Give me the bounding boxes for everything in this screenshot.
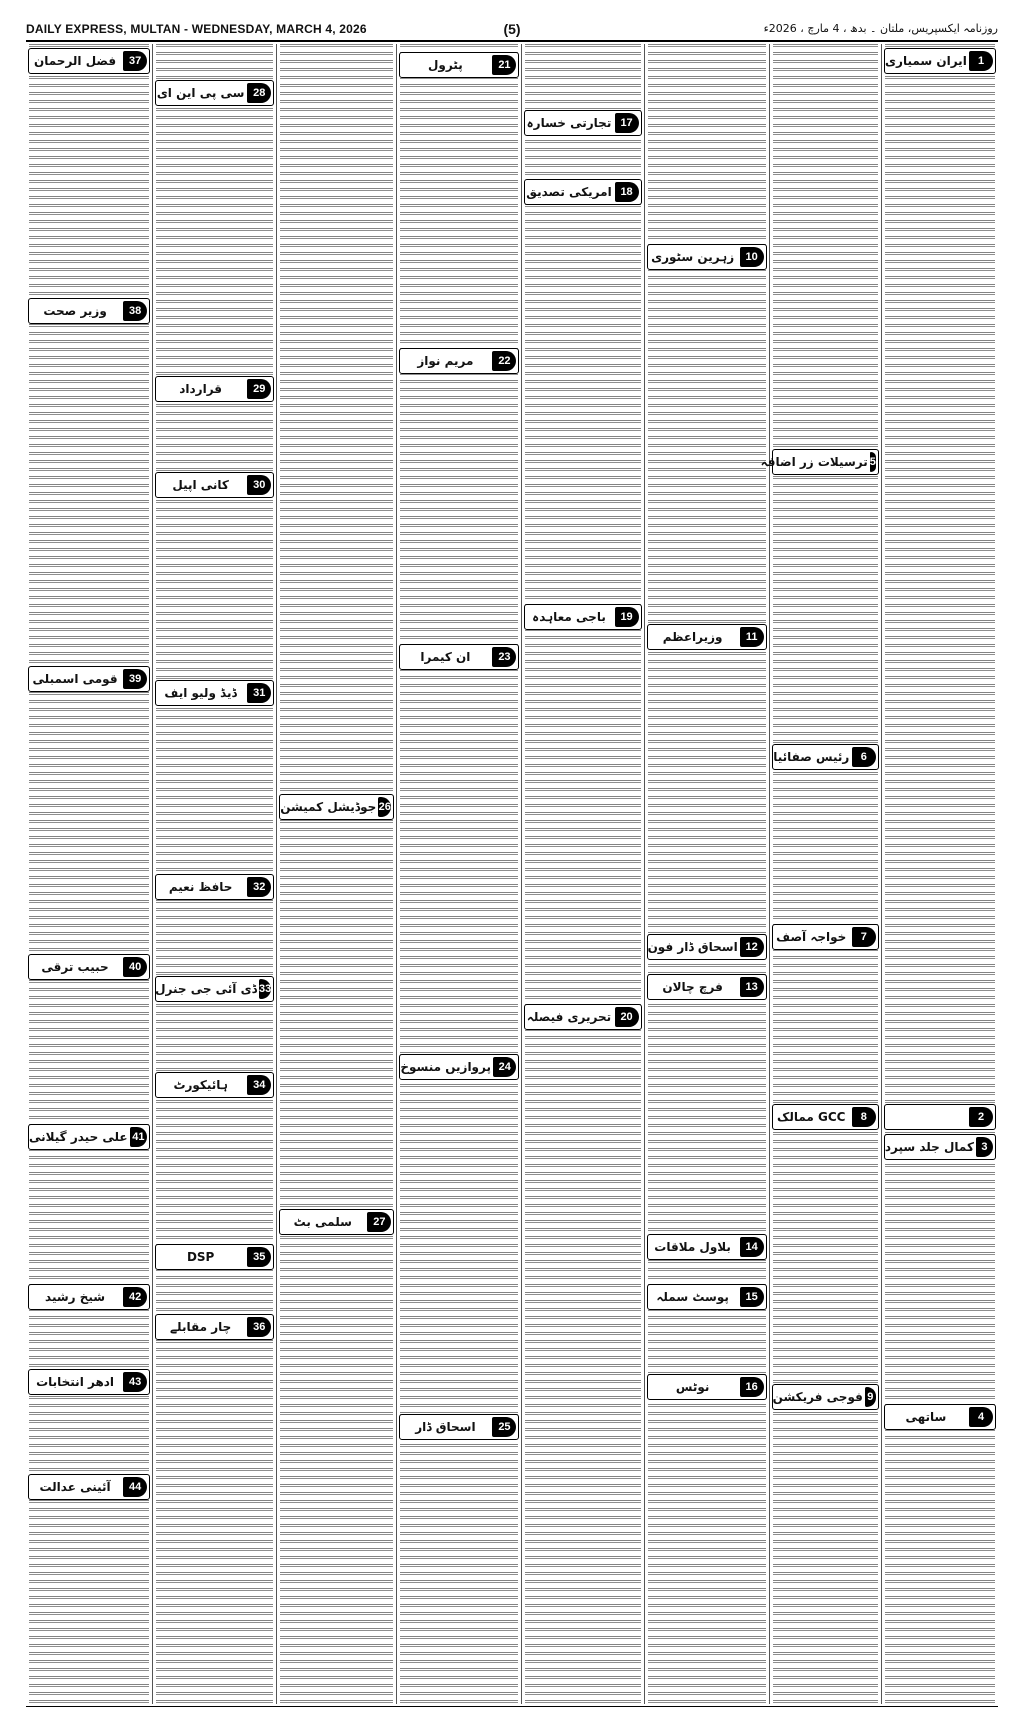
column-4 <box>521 44 643 1704</box>
section-number-badge: 10 <box>740 247 764 267</box>
section-number-badge: 44 <box>123 1477 147 1497</box>
section-title: چار مقابلے <box>170 1320 232 1334</box>
section-title: حافظ نعیم <box>168 880 233 894</box>
section-title: باجی معاہدہ <box>532 610 606 624</box>
section-number-badge: 37 <box>123 51 147 71</box>
section-title: ڈی آئی جی جنرل <box>155 982 257 996</box>
section-number-badge: 16 <box>740 1377 764 1397</box>
section-number-badge: 22 <box>492 351 516 371</box>
section-heading <box>884 1134 996 1160</box>
section-heading <box>760 449 879 475</box>
section-title: حبیب ترقی <box>41 960 109 974</box>
text-block <box>648 44 766 1704</box>
section-number-badge: 5 <box>870 452 876 472</box>
section-heading <box>647 1234 767 1260</box>
section-number-badge: 3 <box>976 1137 993 1157</box>
section-heading <box>884 48 996 74</box>
section-title: رئیس صفائیا <box>773 750 850 764</box>
section-number-badge: 43 <box>123 1372 147 1392</box>
section-title: پٹرول <box>428 58 463 72</box>
section-title: شیخ رشید <box>45 1290 106 1304</box>
section-number-badge: 15 <box>740 1287 764 1307</box>
section-heading <box>772 924 879 950</box>
section-heading <box>647 244 767 270</box>
section-heading <box>399 52 519 78</box>
section-heading <box>884 1404 996 1430</box>
section-heading <box>647 934 767 960</box>
section-heading <box>524 604 641 630</box>
section-title: پروازیں منسوخ <box>400 1060 491 1074</box>
section-number-badge: 11 <box>740 627 764 647</box>
section-title: بلاول ملاقات <box>654 1240 731 1254</box>
section-heading <box>399 1414 519 1440</box>
section-title: آئینی عدالت <box>39 1480 111 1494</box>
section-number-badge: 17 <box>615 113 639 133</box>
section-number-badge: 23 <box>492 647 516 667</box>
section-heading <box>279 794 394 820</box>
section-heading <box>155 1244 274 1270</box>
section-number-badge: 42 <box>123 1287 147 1307</box>
section-title: فوجی فریکشن <box>772 1390 863 1404</box>
section-number-badge: 41 <box>130 1127 147 1147</box>
section-title: سلمی بٹ <box>293 1215 352 1229</box>
section-heading <box>28 298 150 324</box>
section-number-badge: 2 <box>969 1107 993 1127</box>
section-heading <box>28 1474 150 1500</box>
section-title: ان کیمرا <box>420 650 471 664</box>
section-heading <box>155 1072 274 1098</box>
section-heading <box>155 874 274 900</box>
text-block <box>885 44 995 1704</box>
section-number-badge: 8 <box>852 1107 876 1127</box>
section-number-badge: 7 <box>852 927 876 947</box>
news-columns <box>26 44 998 1704</box>
section-heading <box>155 472 274 498</box>
section-heading <box>647 1374 767 1400</box>
section-heading <box>28 1369 150 1395</box>
section-title: فرچ چالان <box>662 980 723 994</box>
section-title: مریم نواز <box>417 354 474 368</box>
section-number-badge: 29 <box>247 379 271 399</box>
masthead-english: DAILY EXPRESS, MULTAN - WEDNESDAY, MARCH 4, 2026 <box>26 22 367 36</box>
column-3 <box>644 44 769 1704</box>
text-block <box>773 44 878 1704</box>
section-title: امریکی تصدیق <box>526 185 612 199</box>
section-heading <box>28 48 150 74</box>
section-heading <box>524 110 641 136</box>
section-title: ترسیلات زر اضافہ <box>760 455 868 469</box>
page-number: (5) <box>503 21 521 37</box>
section-number-badge: 19 <box>615 607 639 627</box>
section-title: DSP <box>186 1250 215 1264</box>
section-heading <box>399 1054 519 1080</box>
section-heading <box>647 624 767 650</box>
section-heading <box>399 644 519 670</box>
section-number-badge: 14 <box>740 1237 764 1257</box>
section-title: اسحاق ڈار <box>415 1420 476 1434</box>
section-number-badge: 20 <box>615 1007 639 1027</box>
section-title: پوسٹ سملہ <box>656 1290 729 1304</box>
section-heading <box>884 1104 996 1130</box>
column-2 <box>760 44 881 1704</box>
column-1 <box>881 44 998 1704</box>
section-heading <box>28 666 150 692</box>
section-number-badge: 12 <box>740 937 764 957</box>
section-heading <box>28 954 150 980</box>
section-heading <box>399 348 519 374</box>
section-title: ڈیڈ ولیو ایف <box>164 686 237 700</box>
section-title: نوٹس <box>675 1380 710 1394</box>
section-title: سی پی این ای <box>156 86 245 100</box>
section-number-badge: 18 <box>615 182 639 202</box>
footer-rule <box>26 1706 998 1707</box>
section-number-badge: 40 <box>123 957 147 977</box>
section-heading <box>155 376 274 402</box>
section-heading <box>772 744 879 770</box>
section-heading <box>524 1004 641 1030</box>
section-title: تجارتی خسارہ <box>526 116 612 130</box>
section-title: قرارداد <box>179 382 223 396</box>
section-number-badge: 27 <box>367 1212 391 1232</box>
section-number-badge: 6 <box>852 747 876 767</box>
section-number-badge: 36 <box>247 1317 271 1337</box>
section-heading <box>279 1209 394 1235</box>
section-heading <box>28 1284 150 1310</box>
page-header <box>26 20 998 42</box>
section-heading <box>772 1104 879 1130</box>
section-title: خواجہ آصف <box>776 930 847 944</box>
section-title: علی حیدر گیلانی <box>29 1130 128 1144</box>
column-6 <box>276 44 396 1704</box>
section-title: ایران سمیاری <box>885 54 967 68</box>
section-title: زہرین سٹوری <box>651 250 735 264</box>
column-8 <box>26 44 152 1704</box>
section-number-badge: 32 <box>247 877 271 897</box>
section-number-badge: 35 <box>247 1247 271 1267</box>
section-title: کانی اپیل <box>172 478 229 492</box>
text-block <box>525 44 640 1704</box>
section-title: وزیراعظم <box>662 630 723 644</box>
section-heading <box>155 680 274 706</box>
text-block <box>400 44 518 1704</box>
section-heading <box>155 1314 274 1340</box>
section-number-badge: 28 <box>247 83 271 103</box>
column-5 <box>396 44 521 1704</box>
section-number-badge: 30 <box>247 475 271 495</box>
text-block <box>280 44 393 1704</box>
section-title: قومی اسمبلی <box>32 672 118 686</box>
section-title: فضل الرحمان <box>34 54 117 68</box>
section-title: جوڈیشل کمیشن <box>280 800 377 814</box>
section-number-badge: 1 <box>969 51 993 71</box>
section-title: ہائیکورٹ <box>173 1078 228 1092</box>
section-heading <box>28 1124 150 1150</box>
section-title: اسحاق ڈار فون <box>647 940 738 954</box>
section-title: ادھر انتخابات <box>36 1375 115 1389</box>
section-title: ساتھی <box>905 1410 947 1424</box>
section-heading <box>155 80 274 106</box>
section-heading <box>647 1284 767 1310</box>
column-7 <box>152 44 276 1704</box>
section-number-badge: 33 <box>259 979 271 999</box>
section-number-badge: 38 <box>123 301 147 321</box>
section-number-badge: 34 <box>247 1075 271 1095</box>
section-number-badge: 39 <box>123 669 147 689</box>
section-number-badge: 21 <box>492 55 516 75</box>
section-number-badge: 4 <box>969 1407 993 1427</box>
section-heading <box>524 179 641 205</box>
section-number-badge: 13 <box>740 977 764 997</box>
text-block <box>29 44 149 1704</box>
masthead-urdu: روزنامہ ایکسپریس، ملتان ۔ بدھ ، 4 مارچ ، 2026ء <box>763 22 998 35</box>
section-number-badge: 24 <box>493 1057 516 1077</box>
section-title: GCC ممالک <box>777 1110 846 1124</box>
section-heading <box>647 974 767 1000</box>
section-heading <box>772 1384 879 1410</box>
section-number-badge: 25 <box>492 1417 516 1437</box>
section-title: کمال جلد سپرد <box>884 1140 974 1154</box>
section-number-badge: 26 <box>378 797 391 817</box>
section-number-badge: 9 <box>865 1387 876 1407</box>
section-title: تحریری فیصلہ <box>526 1010 612 1024</box>
section-title: وزیر صحت <box>43 304 107 318</box>
section-heading <box>155 976 274 1002</box>
section-number-badge: 31 <box>247 683 271 703</box>
